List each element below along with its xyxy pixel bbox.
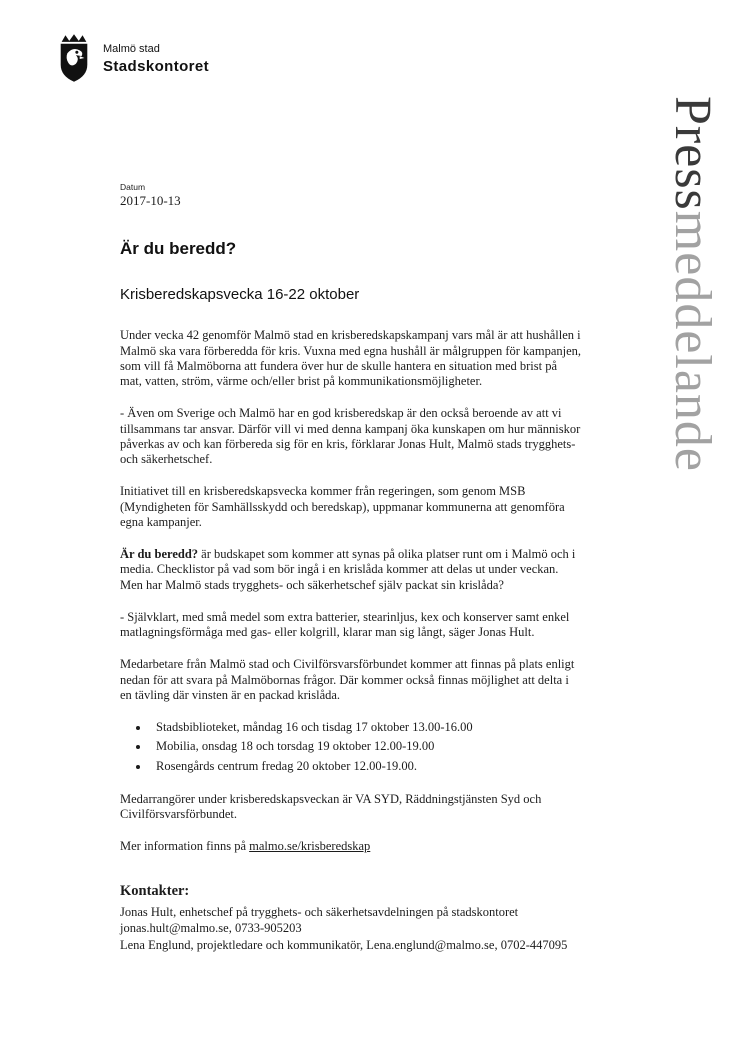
list-item: • Stadsbiblioteket, måndag 16 och tisdag 17 oktober 13.00-16.00 [150, 720, 582, 735]
contact-line: jonas.hult@malmo.se, 0733-905203 [120, 921, 302, 936]
contacts-heading: Kontakter: [120, 882, 190, 899]
document-body [120, 182, 582, 953]
paragraph: - Självklart, med små medel som extra batterier, stearinljus, kex och konserver samt enkel matlagningsförmåga med gas- eller kolgrill, klarar man sig långt, säger Jonas Hult. [120, 609, 570, 639]
date-value: 2017-10-13 [120, 193, 181, 209]
list-item: • Mobilia, onsdag 18 och torsdag 19 oktober 12.00-19.00 [150, 739, 582, 754]
contact-line: Jonas Hult, enhetschef på trygghets- och säkerhetsavdelningen på stadskontoret [120, 905, 519, 920]
event-list [120, 720, 582, 774]
paragraph-rest: är budskapet som kommer att synas på olika platser runt om i Malmö och i media. Checklistor på vad som bör ingå i en krislåda kommer att delas ut under veckan. Men har Malmö stads trygghets- och säkerhetschef själv packat sin krislåda? [120, 547, 576, 592]
banner-press-text: Press [664, 96, 721, 211]
paragraph: Under vecka 42 genomför Malmö stad en krisberedskapskampanj vars mål är att hushållen i Malmö ska vara förberedda för kris. Vuxna med egna hushåll är målgruppen för kampanjen, som vill få Malmöborna att fundera över hur de skulle hantera en situation med brist på mat, vatten, ström, värme och/eller brist på kommunikationsmöjligheter. [120, 328, 582, 388]
pressmeddelande-banner [664, 96, 721, 473]
date-label: Datum [120, 182, 146, 192]
list-item: • Rosengårds centrum fredag 20 oktober 12.00-19.00. [150, 759, 582, 774]
page-title: Är du beredd? [120, 239, 237, 259]
malmo-logo [55, 33, 209, 83]
krisberedskap-link[interactable]: malmo.se/krisberedskap [249, 839, 371, 854]
malmo-coat-of-arms-icon [55, 33, 93, 83]
org-name: Malmö stad [103, 43, 160, 55]
paragraph: - Även om Sverige och Malmö har en god krisberedskap är den också beroende av att vi tillsammans tar ansvar. Därför vill vi med denna kampanj öka kunskapen om hur människor påverkas av och kan förbereda sig för en kris, förklarar Jonas Hult, Malmö stads trygghets- och säkerhetschef. [120, 406, 581, 466]
paragraph: Medarbetare från Malmö stad och Civilförsvarsförbundet kommer att finnas på plats enligt nedan för att svara på Malmöbornas frågor. Där kommer också finnas möjlighet att delta i en tävling där vinsten är en packad krislåda. [120, 657, 575, 702]
paragraph [120, 547, 582, 593]
logo-text [103, 33, 209, 75]
paragraph: Medarrangörer under krisberedskapsveckan är VA SYD, Räddningstjänsten Syd och Civilförsvarsförbundet. [120, 791, 542, 821]
bold-lead-text: Är du beredd? [120, 547, 199, 561]
banner-meddelande-text: meddelande [664, 210, 721, 473]
contact-line: Lena Englund, projektledare och kommunikatör, Lena.englund@malmo.se, 0702-447095 [120, 937, 568, 952]
subtitle: Krisberedskapsvecka 16-22 oktober [120, 285, 360, 303]
dept-name: Stadskontoret [103, 58, 210, 76]
paragraph: Initiativet till en krisberedskapsvecka kommer från regeringen, som genom MSB (Myndigheten för Samhällsskydd och beredskap), uppmanar kommunerna att genomföra egna kampanjer. [120, 484, 565, 529]
more-info-prefix: Mer information finns på [120, 839, 250, 854]
more-info-paragraph [120, 839, 582, 854]
